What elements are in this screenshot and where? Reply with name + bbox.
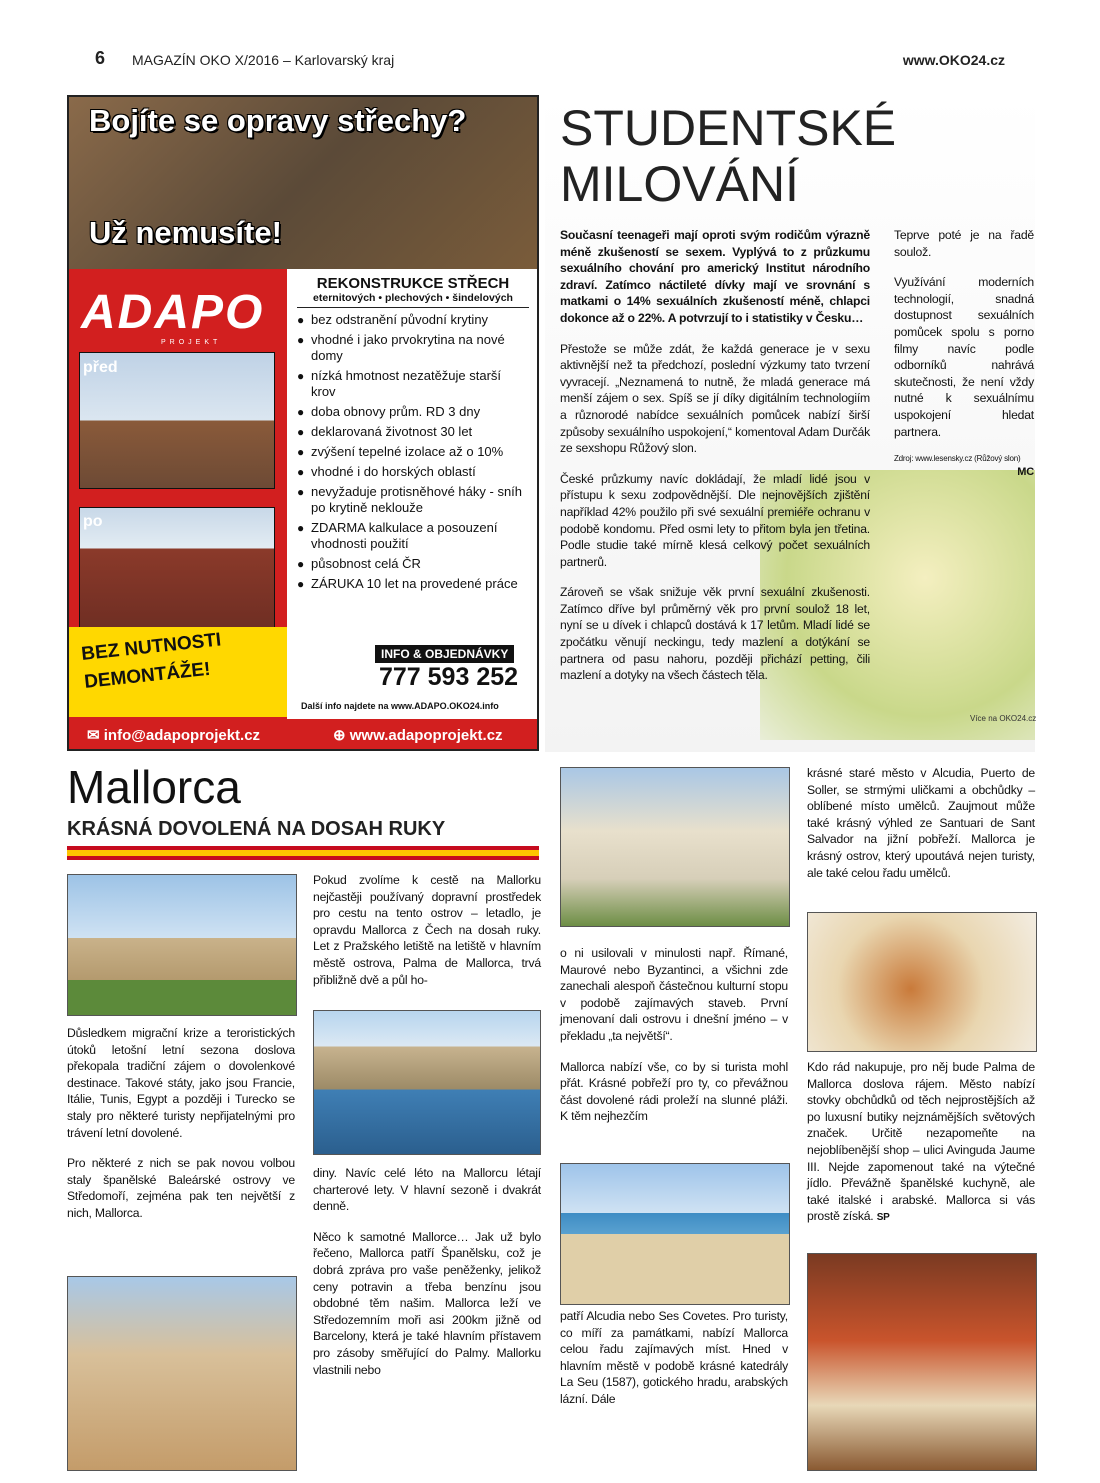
info-label: INFO & OBJEDNÁVKY — [375, 645, 514, 663]
before-label: před — [83, 359, 118, 376]
ad-bullet: ● bez odstranění původní krytiny — [297, 312, 529, 328]
food-photo — [807, 912, 1037, 1052]
ad-bullet: ● působnost celá ČR — [297, 556, 529, 572]
article2-col3b: patří Alcudia nebo Ses Covetes. Pro turisty, co míří za památkami, nabízí Mallorca celou řadu zajímavých míst. Hned v hlavním městě v podobě krásné katedrály La Seu (1587), gotického hradu, arabských lázní. Dále — [560, 1309, 788, 1406]
magazine-issue: MAGAZÍN OKO X/2016 – Karlovarský kraj — [132, 52, 395, 68]
ad-web[interactable]: ⊕ www.adapoprojekt.cz — [333, 727, 503, 744]
article1-source: Zdroj: www.lesensky.cz (Růžový slon) — [894, 454, 1021, 464]
spanish-flag-bar — [67, 846, 539, 860]
article1-body-left: Současní teenageři mají oproti svým rodičům výrazně méně zkušeností se sexem. Vyplývá to z průzkumu sexuálního chování pro americký Institut národního zdraví. Zatímco náctileté dívky mají ve srovnání s matkami o 14% sexuálních zkušeností méně, chlapci dokonce až o 22%. A potvrzují to i statistiky v Česku… Přestože se může zdát, že každá generace je v sexu aktivnější než ta předchozí, poslední výzkumy tato tvrzení vyvracejí. „Neznamená to nutně, že mladá generace má menší zájem o sex. Spíš se jí díky digitálním technologiím a různorodé nabídce sexuálních pomůcek nabízí širší způsoby sexuálního uspokojení,“ komentoval Adam Durčák ze sexshopu Růžový slon. České průzkumy navíc dokládají, že mladí lidé jsou v přístupu k sexu zodpovědnější. Dle nejnovějších zjištění například 42% použilo při své sexuální premiéře ochranu v podobě kondomu. Před osmi lety to přitom byla jen třetina. Podle studie také mírně klesá celkový počet sexuálních partnerů. Zároveň se však snižuje věk první sexuální zkušenosti. Zatímco dříve byl průměrný věk pro první soulož 18 let, nyní se u dívek i chlapců dostává k 17 letům. Mladí lidé se zpočátku věnují neckingu, tedy mazlení a dotýkání se partnera od pasu nahoru, později přichází petting, čili mazlení a dotyky na všech částech těla. — [560, 228, 870, 683]
article2-author: SP — [876, 1212, 890, 1224]
after-label: po — [83, 513, 103, 530]
ad-footer — [69, 719, 537, 751]
ad-email[interactable]: ✉ info@adapoprojekt.cz — [87, 727, 261, 744]
article2-subtitle: KRÁSNÁ DOVOLENÁ NA DOSAH RUKY — [67, 818, 446, 840]
ad-bullet: ● vhodné i do horských oblastí — [297, 464, 529, 480]
ad-bullet: ● doba obnovy prům. RD 3 dny — [297, 404, 529, 420]
article2-col1: Důsledkem migrační krize a teroristických útoků letošní letní sezona doslova překopala tradiční zájem o dovolenkové destinace. Takové státy, jako jsou Francie, Itálie, Tunis, Egypt a později i Turecko se staly pro některé turisty nepřijatelnými pro trávení letní dovolené. Pro některé z nich se pak novou volbou staly španělské Baleárské ostrovy ve Středomoří, zejména pak ten největší z nich, Mallorca. — [67, 1026, 295, 1220]
coast-town-photo — [313, 1010, 541, 1155]
website-link[interactable]: www.OKO24.cz — [902, 52, 1005, 68]
ad-subtitle: eternitových • plechových • šindelových — [297, 292, 529, 308]
page-number: 6 — [95, 48, 106, 68]
ad-headline: Bojíte se opravy střechy? — [89, 103, 467, 138]
article2-col2b: diny. Navíc celé léto na Mallorcu létají charterové lety. V hlavní sezoně i dvakrát denně. Něco k samotné Mallorce… Jak už bylo řečeno, Mallorca patří Španělsku, což je dobrá zpráva pro vaše peněženky, jelikož ceny potravin a třeba benzínu jsou obdobné těm našim. Mallorca leží ve Středozemním moři asi 200km jižně od Barcelony, která je také hlavním přístavem pro zásoby směřující do Palmy. Mallorku vlastnili nebo — [313, 1166, 541, 1377]
adapo-ad — [67, 95, 539, 751]
hillside-town-photo — [560, 767, 790, 927]
article1-title: STUDENTSKÉ MILOVÁNÍ — [560, 100, 897, 212]
article2-col4a: krásné staré město v Alcudia, Puerto de Soller, se strmými uličkami a obchůdky – oblíbené místo umělců. Zaujmout může také krásný výhled ze Santuari de Sant Salvador na jižní pobřeží. Mallorca je krásný ostrov, který upoutává nejen turisty, ale také celou řadu umělců. — [807, 766, 1035, 880]
ad-bullet: ● ZDARMA kalkulace a posouzení vhodnosti použití — [297, 520, 529, 552]
ad-bullet: ● ZÁRUKA 10 let na provedené práce — [297, 576, 529, 592]
ad-bullet: ● nízká hmotnost nezatěžuje starší krov — [297, 368, 529, 400]
ad-more-info[interactable]: Další info najdete na www.ADAPO.OKO24.info — [301, 701, 499, 711]
market-photo — [807, 1253, 1037, 1471]
adapo-logo-sub: PROJEKT — [161, 339, 222, 346]
no-dismantling-badge: BEZ NUTNOSTI DEMONTÁŽE! — [69, 627, 287, 717]
article2-col4b: Kdo rád nakupuje, pro něj bude Palma de Mallorca doslova rájem. Město nabízí stovky obchůdků od těch nejprostějších až po luxusní butiky nejznámějších světových značek. Určitě nezapomeňte na nejoblíbenější shop – ulici Avinguda Jaume III. Nejde zapomenout také na výtečné jídlo. Převážně španělské kuchyně, ale také italské i arabské. Mallorca si vás prostě získá. SP — [807, 1060, 1035, 1224]
ad-service-list — [287, 269, 539, 695]
ad-bullet: ● deklarovaná životnost 30 let — [297, 424, 529, 440]
adapo-logo: ADAPO — [81, 286, 265, 339]
ad-phone[interactable]: 777 593 252 — [379, 663, 519, 691]
article2-col2a: Pokud zvolíme k cestě na Mallorku nejčastěji používaný dopravní prostředek pro cestu na tento ostrov – letadlo, je opravdu Mallorca z Čech na dosah ruky. Let z Pražského letiště na letiště v hlavním městě ostrova, Palma de Mallorca, trvá přibližně dvě a půl ho- — [313, 873, 541, 987]
palace-photo — [67, 1276, 297, 1471]
ad-bullet: ● zvýšení tepelné izolace až o 10% — [297, 444, 529, 460]
beach-photo — [560, 1163, 790, 1305]
ad-title: REKONSTRUKCE STŘECH — [316, 275, 510, 292]
article1-body-right: Teprve poté je na řadě soulož. Využívání moderních technologií, snadná dostupnost sexuálních pomůcek spolu s porno filmy navíc podle odborníků nahrává skutečnosti, že není vždy nutné k sexuálnímu uspokojení hledat partnera. Zdroj: www.lesensky.cz (Růžový slon) MC — [894, 227, 1034, 481]
more-link[interactable]: Více na OKO24.cz — [970, 714, 1037, 723]
ad-bullet: ● vhodné i jako prvokrytina na nové domy — [297, 332, 529, 364]
ad-subheadline: Už nemusíte! — [89, 215, 282, 250]
article2-col3a: o ni usilovali v minulosti např. Římané, Maurové nebo Byzantinci, a všichni zde zanechali alespoň částečnou kulturní stopu v podobě zajímavých staveb. První jmenovaní dali ostrovu i dnešní jméno – v překladu „ta největší“. Mallorca nabízí vše, co by si turista mohl přát. Krásné pobřeží pro ty, co převážnou část dovolené rádi proleží na slunné pláži. K těm nejhezčím — [560, 946, 788, 1124]
ad-bullet: ● nevyžaduje protisněhové háky - sníh po krytině neklouže — [297, 484, 529, 516]
article1-author: MC — [1017, 466, 1034, 479]
article2-title: Mallorca — [67, 761, 241, 813]
cathedral-photo — [67, 874, 297, 1016]
